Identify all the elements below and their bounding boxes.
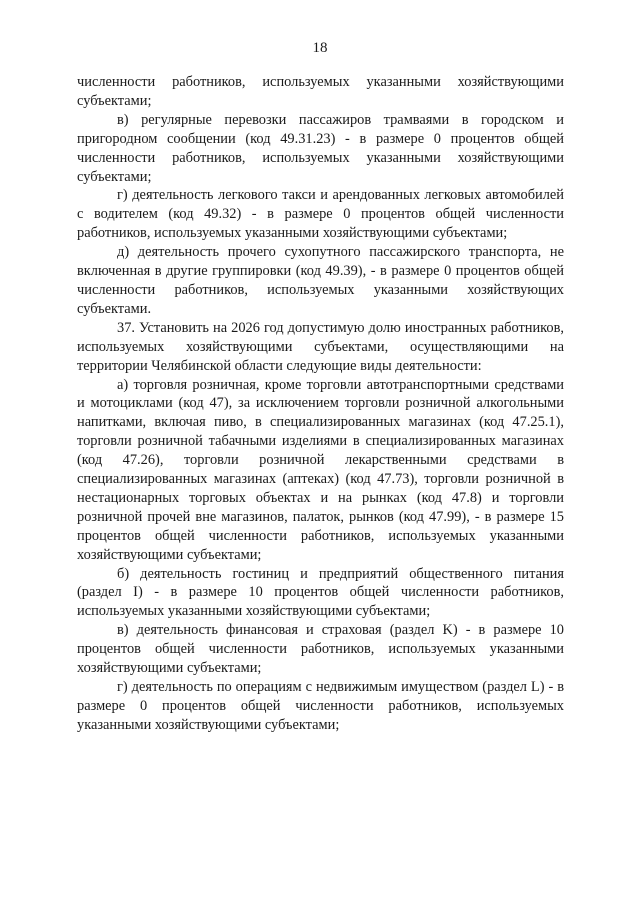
paragraph-item-v-tram: в) регулярные перевозки пассажиров трамваями в городском и пригородном сообщении (код 49.31.23) - в размере 0 процентов общей численности работников, используемых указанными хозяйствующими субъектами; xyxy=(77,111,564,185)
paragraph-continuation: численности работников, используемых указанными хозяйствующими субъектами; xyxy=(77,74,564,109)
paragraph-item-b-hotels: б) деятельность гостиниц и предприятий общественного питания (раздел I) - в размере 10 процентов общей численности работников, используемых указанными хозяйствующими субъектами; xyxy=(77,565,564,620)
paragraph-item-v-finance: в) деятельность финансовая и страховая (раздел K) - в размере 10 процентов общей численности работников, используемых указанными хозяйствующими субъектами; xyxy=(77,622,564,677)
paragraph-clause-37: 37. Установить на 2026 год допустимую долю иностранных работников, используемых хозяйствующими субъектами, осуществляющими на территории Челябинской области следующие виды деятельности: xyxy=(77,319,564,374)
paragraph-item-d-land-transport: д) деятельность прочего сухопутного пассажирского транспорта, не включенная в другие группировки (код 49.39), - в размере 0 процентов общей численности работников, используемых указанными хозяйствующих субъектами. xyxy=(77,244,564,317)
document-body xyxy=(77,73,564,735)
page-number: 18 xyxy=(312,40,328,56)
paragraph-item-g-taxi: г) деятельность легкового такси и арендованных легковых автомобилей с водителем (код 49.32) - в размере 0 процентов общей численности работников, используемых указанными хозяйствующими субъектами; xyxy=(77,187,564,242)
paragraph-item-g-real-estate: г) деятельность по операциям с недвижимым имуществом (раздел L) - в размере 0 процентов общей численности работников, используемых указанными хозяйствующими субъектами; xyxy=(77,679,564,733)
paragraph-item-a-retail: а) торговля розничная, кроме торговли автотранспортными средствами и мотоциклами (код 47), за исключением торговли розничной алкогольными напитками, включая пиво, в специализированных магазинах (код 47.25.1), торговли розничной табачными изделиями в специализированных магазинах (код 47.26), торговли розничной лекарственными средствами в специализированных магазинах (аптеках) (код 47.73), торговли розничной в нестационарных торговых объектах и на рынках (код 47.8) и торговли розничной прочей вне магазинов, палаток, рынков (код 47.99), - в размере 15 процентов общей численности работников, используемых указанными хозяйствующими субъектами; xyxy=(77,376,564,563)
